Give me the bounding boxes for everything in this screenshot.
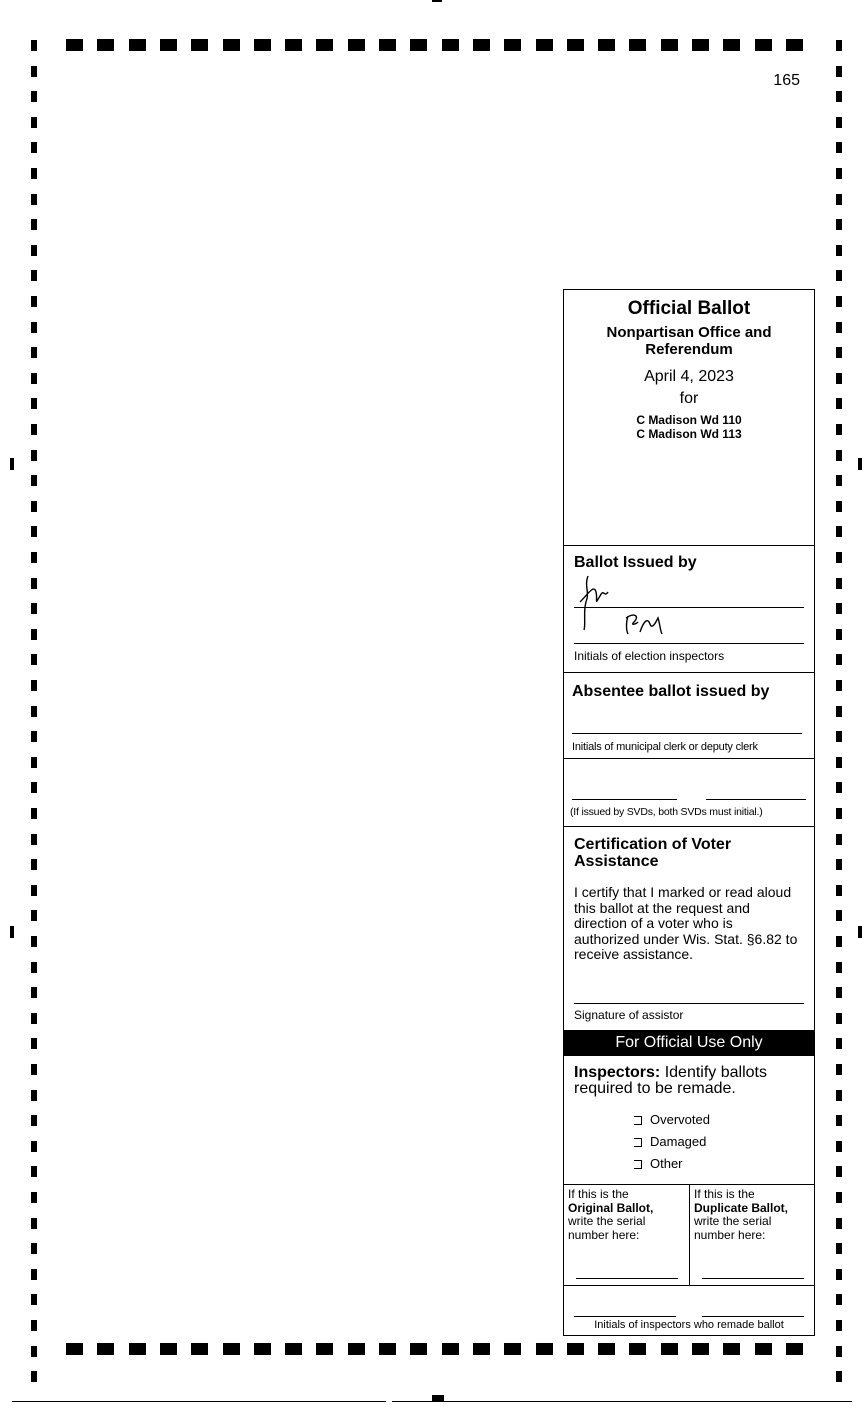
timing-mark-right [836,1064,842,1075]
timing-mark-right [836,1294,842,1305]
timing-mark-right [836,1218,842,1229]
timing-mark-left [31,245,37,256]
timing-mark-left [31,1192,37,1203]
side-tick-left [10,458,14,470]
timing-mark-left [31,936,37,947]
original-rest: write the serial number here: [568,1214,646,1242]
svd-section [563,758,815,826]
timing-mark-left [31,501,37,512]
timing-mark-left [31,526,37,537]
inspectors-lead: Inspectors: [574,1064,661,1081]
timing-mark-right [836,245,842,256]
svd-initials-line-2[interactable] [706,799,806,800]
timing-mark-bottom [723,1343,740,1355]
timing-mark-left [31,629,37,640]
timing-mark-left [31,885,37,896]
timing-mark-left [31,1115,37,1126]
timing-mark-top [442,39,459,51]
ballot-title: Official Ballot [627,298,751,319]
timing-mark-right [836,91,842,102]
timing-mark-right [836,1320,842,1331]
inspectors-instructions [574,1065,794,1097]
timing-mark-top [285,39,302,51]
remade-section [563,1285,815,1336]
timing-mark-left [31,808,37,819]
timing-mark-right [836,219,842,230]
timing-mark-left [31,962,37,973]
timing-mark-top [410,39,427,51]
ward-list [564,413,814,441]
timing-mark-left [31,91,37,102]
ballot-issued-caption: Initials of election inspectors [574,649,725,663]
ballot-issued-section [563,545,815,672]
timing-mark-top [723,39,740,51]
timing-mark-left [31,1090,37,1101]
timing-mark-right [836,706,842,717]
timing-mark-bottom [629,1343,646,1355]
timing-mark-top [97,39,114,51]
timing-mark-bottom [755,1343,772,1355]
timing-mark-right [836,1166,842,1177]
assistor-caption: Signature of assistor [574,1008,684,1022]
duplicate-bold: Duplicate Ballot, [694,1200,789,1215]
timing-mark-right [836,1269,842,1280]
timing-mark-right [836,270,842,281]
certification-heading: Certification of Voter Assistance [574,836,732,870]
timing-mark-right [836,322,842,333]
timing-mark-right [836,859,842,870]
timing-mark-right [836,962,842,973]
timing-mark-right [836,347,842,358]
timing-mark-top [379,39,396,51]
timing-mark-left [31,1346,37,1357]
timing-mark-bottom [536,1343,553,1355]
duplicate-rest: write the serial number here: [694,1214,772,1242]
timing-mark-left [31,1166,37,1177]
timing-mark-right [836,552,842,563]
duplicate-serial-line[interactable] [702,1278,804,1279]
timing-mark-right [836,168,842,179]
timing-mark-left [31,450,37,461]
timing-mark-left [31,680,37,691]
timing-mark-bottom [661,1343,678,1355]
timing-mark-left [31,1294,37,1305]
timing-mark-right [836,629,842,640]
timing-mark-right [836,1038,842,1049]
timing-mark-right [836,1141,842,1152]
ballot-issued-heading: Ballot Issued by [574,554,697,571]
timing-mark-left [31,603,37,614]
original-serial-line[interactable] [576,1278,678,1279]
timing-mark-bottom [567,1343,584,1355]
timing-mark-right [836,731,842,742]
timing-mark-top [567,39,584,51]
timing-mark-top [348,39,365,51]
timing-mark-left [31,117,37,128]
top-center-mark [432,0,442,2]
timing-mark-top [129,39,146,51]
election-date: April 4, 2023 [644,368,734,385]
timing-mark-bottom [786,1343,803,1355]
assistor-signature-line[interactable] [574,1003,804,1004]
timing-mark-right [836,782,842,793]
timing-mark-right [836,373,842,384]
timing-mark-left [31,66,37,77]
timing-mark-top [536,39,553,51]
absentee-section [563,672,815,758]
timing-mark-right [836,834,842,845]
timing-mark-bottom [223,1343,240,1355]
timing-mark-left [31,398,37,409]
ward-item: C Madison Wd 113 [636,427,742,441]
timing-mark-bottom [410,1343,427,1355]
timing-mark-left [31,219,37,230]
timing-mark-bottom [598,1343,615,1355]
timing-mark-left [31,1141,37,1152]
timing-mark-left [31,347,37,358]
certification-body: I certify that I marked or read aloud this ballot at the request and direction of a voter who is authorized under Wis. Stat. §6.82 to receive assistance. [574,884,798,962]
timing-mark-left [31,40,37,51]
option-damaged[interactable] [634,1134,706,1149]
side-tick-right [858,458,862,470]
timing-mark-bottom [504,1343,521,1355]
serial-divider [689,1185,690,1285]
absentee-heading: Absentee ballot issued by [572,683,770,700]
timing-mark-left [31,475,37,486]
timing-mark-left [31,1269,37,1280]
serial-section [563,1184,815,1285]
timing-mark-right [836,808,842,819]
original-lead: If this is the [568,1187,629,1201]
timing-mark-bottom [316,1343,333,1355]
timing-mark-bottom [473,1343,490,1355]
side-tick-right [858,926,862,938]
duplicate-ballot-instructions [694,1188,814,1242]
timing-mark-left [31,782,37,793]
timing-mark-top [755,39,772,51]
timing-mark-left [31,859,37,870]
timing-mark-bottom [97,1343,114,1355]
timing-mark-left [31,270,37,281]
checkbox-icon[interactable] [634,1160,642,1169]
original-bold: Original Ballot, [568,1200,654,1215]
timing-mark-left [31,731,37,742]
timing-mark-right [836,526,842,537]
timing-mark-top [316,39,333,51]
timing-mark-right [836,987,842,998]
timing-mark-left [31,1038,37,1049]
timing-mark-bottom [160,1343,177,1355]
timing-mark-right [836,398,842,409]
timing-mark-right [836,40,842,51]
timing-mark-left [31,322,37,333]
timing-mark-top [254,39,271,51]
timing-mark-right [836,680,842,691]
timing-mark-top [786,39,803,51]
timing-mark-left [31,1013,37,1024]
timing-mark-top [692,39,709,51]
bottom-rule-left [12,1401,386,1402]
timing-mark-right [836,757,842,768]
timing-mark-bottom [348,1343,365,1355]
timing-mark-top [629,39,646,51]
svd-caption: (If issued by SVDs, both SVDs must initial.) [570,806,763,818]
timing-mark-left [31,987,37,998]
timing-mark-right [836,117,842,128]
timing-mark-left [31,578,37,589]
timing-mark-right [836,475,842,486]
timing-mark-right [836,450,842,461]
timing-mark-right [836,1013,842,1024]
timing-mark-top [191,39,208,51]
svd-initials-line-1[interactable] [572,799,677,800]
bottom-rule-right [392,1401,852,1402]
for-label: for [679,390,699,407]
page-number: 165 [773,72,800,89]
timing-mark-bottom [129,1343,146,1355]
bottom-center-mark [432,1395,444,1401]
timing-mark-right [836,603,842,614]
option-overvoted[interactable] [634,1112,710,1127]
timing-mark-right [836,1192,842,1203]
timing-mark-bottom [191,1343,208,1355]
timing-mark-right [836,296,842,307]
timing-mark-right [836,194,842,205]
inspector-initials-line-2[interactable] [574,643,804,644]
timing-mark-right [836,66,842,77]
inspectors-text: Identify ballots required to be remade. [574,1064,767,1097]
timing-mark-top [598,39,615,51]
checkbox-icon[interactable] [634,1138,642,1147]
option-label: Damaged [650,1134,707,1149]
timing-mark-left [31,194,37,205]
timing-mark-left [31,296,37,307]
timing-mark-left [31,834,37,845]
remade-initials-line-1[interactable] [574,1316,676,1317]
timing-mark-bottom [692,1343,709,1355]
checkbox-icon[interactable] [634,1116,642,1125]
timing-mark-right [836,1243,842,1254]
timing-mark-right [836,1115,842,1126]
timing-mark-right [836,885,842,896]
clerk-initials-line[interactable] [572,733,802,734]
option-label: Other [650,1156,683,1171]
timing-mark-left [31,757,37,768]
timing-mark-left [31,424,37,435]
timing-mark-top [504,39,521,51]
official-use-banner: For Official Use Only [563,1030,815,1056]
timing-mark-top [223,39,240,51]
timing-mark-right [836,501,842,512]
side-tick-left [10,926,14,938]
timing-mark-left [31,552,37,563]
original-ballot-instructions [568,1188,688,1242]
timing-mark-top [661,39,678,51]
ward-item: C Madison Wd 110 [636,413,742,427]
timing-mark-bottom [66,1343,83,1355]
duplicate-lead: If this is the [694,1187,755,1201]
timing-mark-left [31,706,37,717]
timing-mark-bottom [285,1343,302,1355]
timing-mark-left [31,1218,37,1229]
timing-mark-left [31,910,37,921]
option-label: Overvoted [650,1112,710,1127]
timing-mark-bottom [379,1343,396,1355]
timing-mark-left [31,654,37,665]
inspector-initials-line-1[interactable] [574,607,804,608]
timing-mark-right [836,424,842,435]
timing-mark-right [836,578,842,589]
timing-mark-left [31,373,37,384]
timing-mark-top [66,39,83,51]
ballot-header [563,289,815,545]
absentee-caption: Initials of municipal clerk or deputy clerk [572,741,758,753]
timing-mark-top [160,39,177,51]
timing-mark-left [31,142,37,153]
timing-mark-left [31,1243,37,1254]
inspectors-section [563,1056,815,1184]
timing-mark-right [836,910,842,921]
timing-mark-right [836,1371,842,1382]
timing-mark-right [836,1346,842,1357]
timing-mark-right [836,936,842,947]
timing-mark-bottom [254,1343,271,1355]
ballot-subtitle: Nonpartisan Office and Referendum [606,324,772,358]
timing-mark-left [31,1320,37,1331]
timing-mark-left [31,1371,37,1382]
timing-mark-left [31,1064,37,1075]
certification-section [563,826,815,1030]
timing-mark-right [836,1090,842,1101]
option-other[interactable] [634,1156,683,1171]
timing-mark-right [836,654,842,665]
remade-initials-line-2[interactable] [702,1316,804,1317]
timing-mark-right [836,142,842,153]
timing-mark-left [31,168,37,179]
timing-mark-top [473,39,490,51]
timing-mark-bottom [442,1343,459,1355]
remade-caption: Initials of inspectors who remade ballot [594,1319,784,1331]
